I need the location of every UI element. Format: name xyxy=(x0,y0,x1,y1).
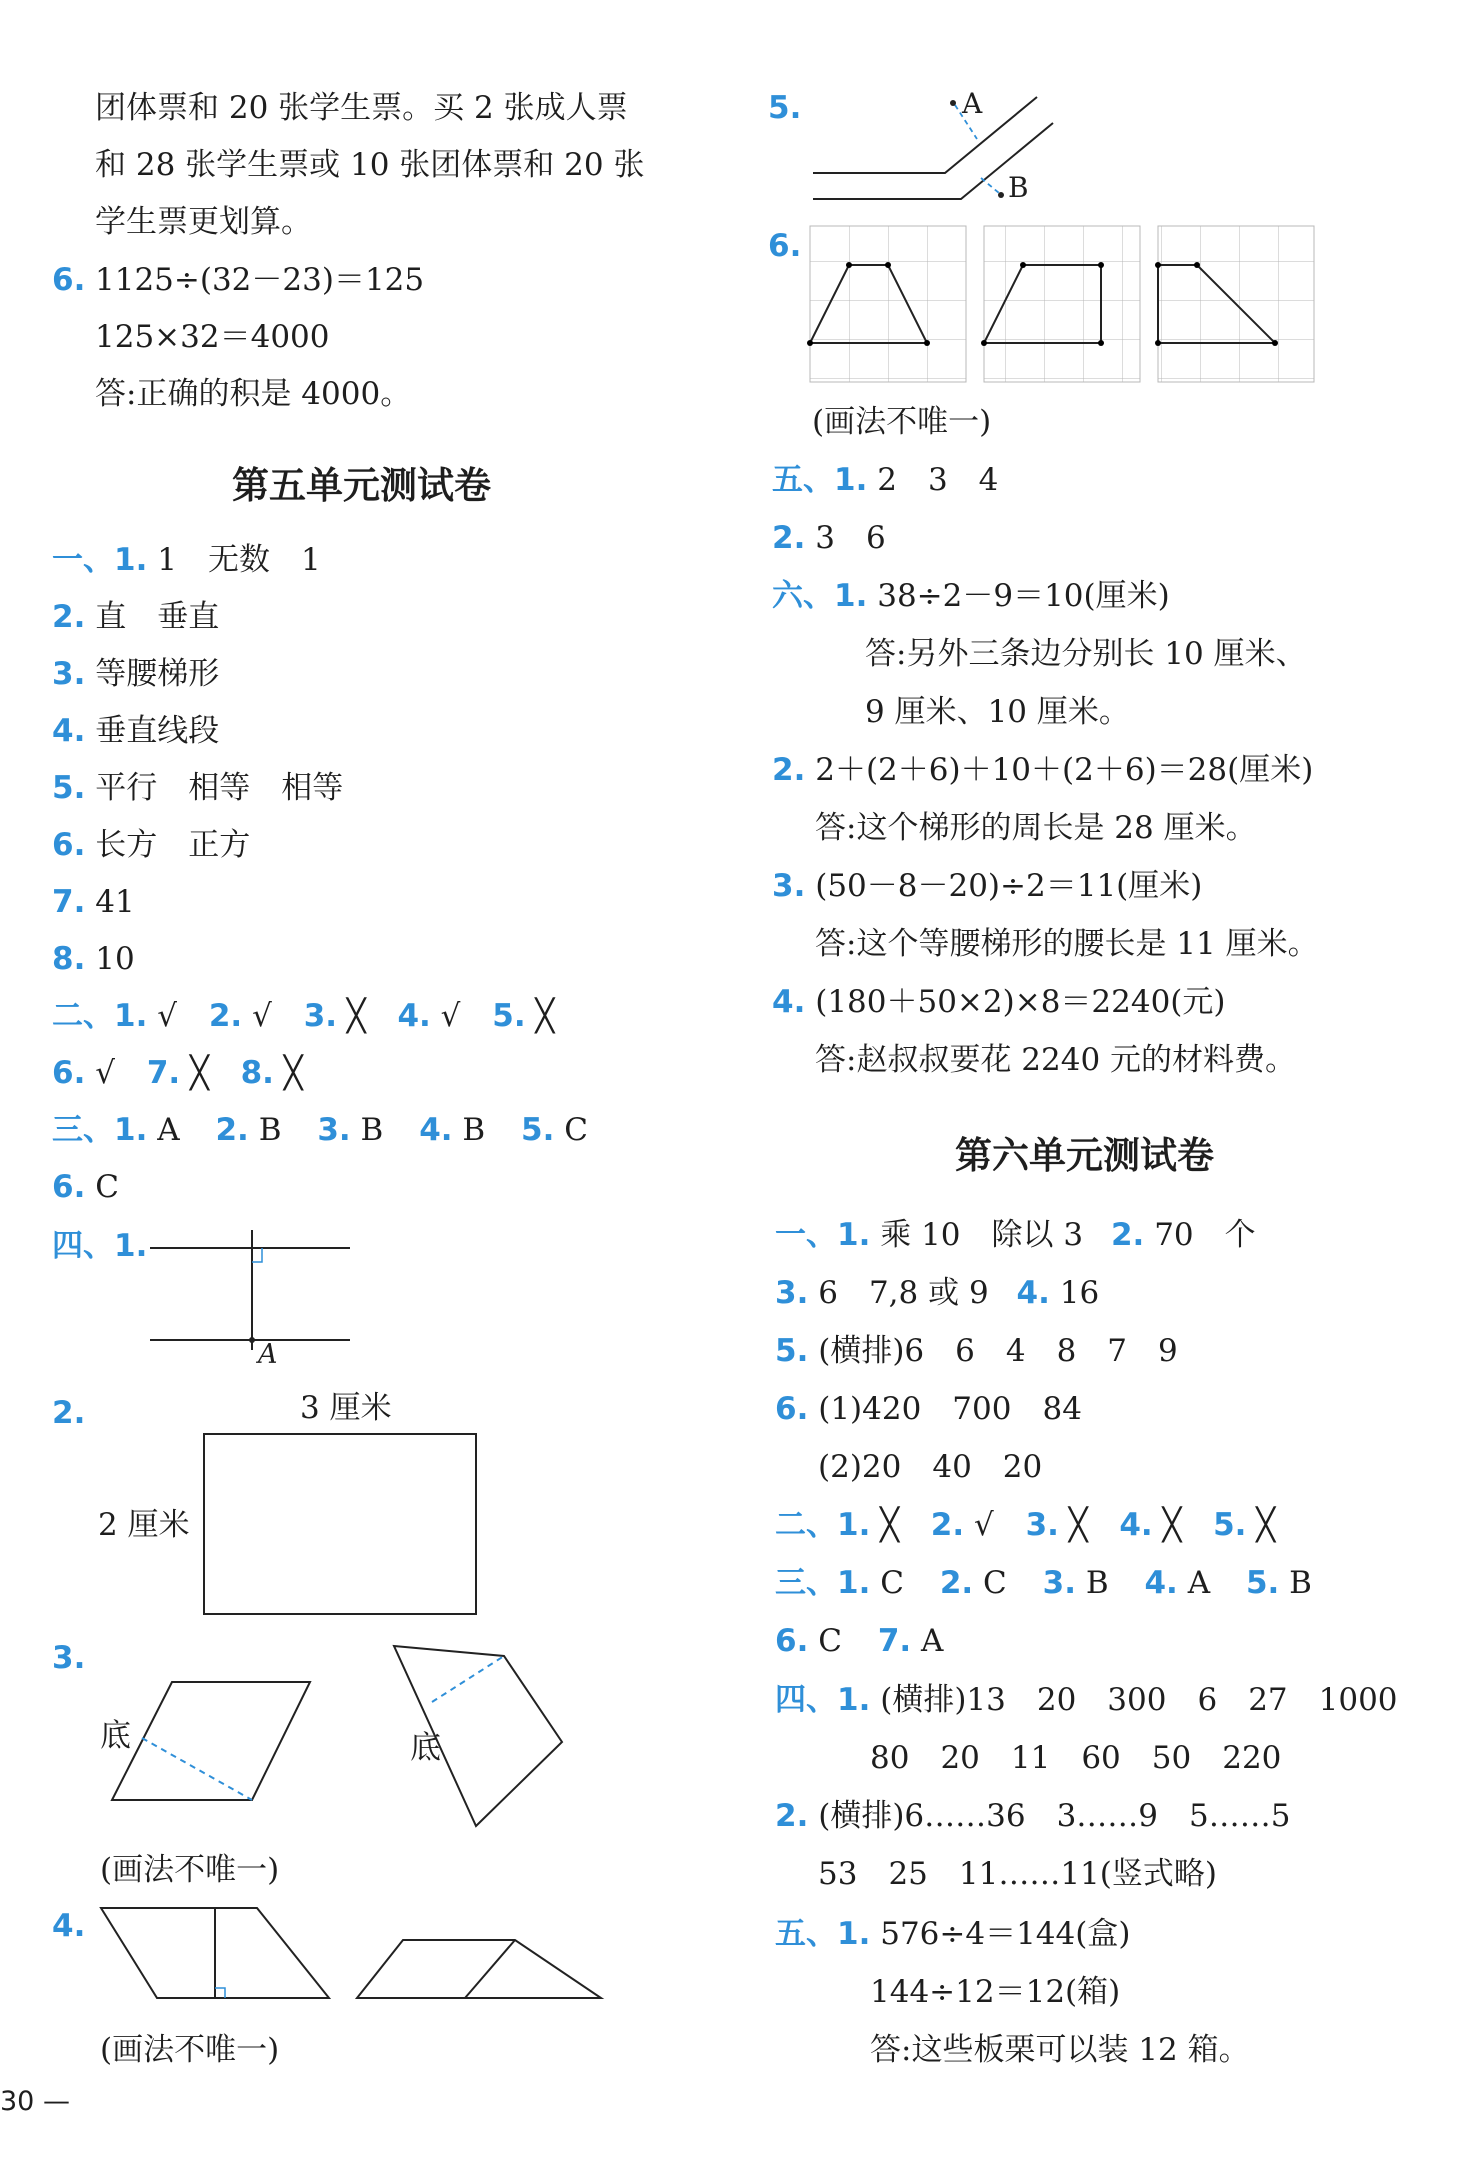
unit5-title: 第五单元测试卷 xyxy=(232,464,491,507)
q6-line-2: 125×32＝4000 xyxy=(95,319,330,355)
u6s4-q1-line-1: 四、1. (横排)13 20 300 6 27 1000 xyxy=(775,1682,1398,1718)
r-q6-number: 6. xyxy=(768,228,802,264)
u6s3-row-1: 三、1. C 2. C 3. B 4. A 5. B xyxy=(775,1565,1312,1601)
rect-height-label: 2 厘米 xyxy=(98,1507,190,1543)
u6s5-line-3: 答:这些板栗可以装 12 箱。 xyxy=(870,2032,1250,2068)
unit6-title: 第六单元测试卷 xyxy=(955,1134,1214,1177)
u6s2-row: 二、1. ╳ 2. √ 3. ╳ 4. ╳ 5. ╳ xyxy=(775,1507,1275,1543)
rectangle-figure xyxy=(200,1430,480,1620)
u6s3-row-2: 6. C 7. A xyxy=(775,1623,944,1659)
r-s6-q4-line-1: 4. (180＋50×2)×8＝2240(元) xyxy=(772,984,1226,1020)
r-q6-note: (画法不唯一) xyxy=(812,404,992,440)
u5s1-item-6: 6. 长方 正方 xyxy=(52,827,251,863)
rect-width-label: 3 厘米 xyxy=(300,1390,392,1426)
r-s5-item-2: 2. 3 6 xyxy=(772,520,886,556)
point-a-label-2: A xyxy=(962,87,983,120)
u6s4-q2-line-1: 2. (横排)6……36 3……9 5……5 xyxy=(775,1798,1291,1834)
u5s2-row-1: 二、1. √ 2. √ 3. ╳ 4. √ 5. ╳ xyxy=(52,998,555,1034)
intro-line-1: 团体票和 20 张学生票。买 2 张成人票 xyxy=(95,90,628,126)
u5s2-row-2: 6. √ 7. ╳ 8. ╳ xyxy=(52,1055,303,1091)
r-s6-q1-line-3: 9 厘米、10 厘米。 xyxy=(865,694,1130,730)
r-s6-q3-line-2: 答:这个等腰梯形的腰长是 11 厘米。 xyxy=(815,926,1319,962)
r-s6-q3-line-1: 3. (50－8－20)÷2＝11(厘米) xyxy=(772,868,1203,904)
u5s3-row-2: 6. C xyxy=(52,1169,119,1205)
u5s4-q4-note: (画法不唯一) xyxy=(100,2032,280,2068)
intro-line-2: 和 28 张学生票或 10 张团体票和 20 张 xyxy=(95,147,645,183)
u5s1-item-5: 5. 平行 相等 相等 xyxy=(52,770,344,806)
u5s1-item-3: 3. 等腰梯形 xyxy=(52,656,220,692)
q6-line-1: 1125÷(32－23)＝125 xyxy=(95,262,425,298)
r-s6-q2-line-2: 答:这个梯形的周长是 28 厘米。 xyxy=(815,810,1257,846)
u5s4-q3-number: 3. xyxy=(52,1640,86,1676)
u6s1-row-2: 3. 6 7,8 或 9 4. 16 xyxy=(775,1275,1100,1311)
r-s6-q1-line-2: 答:另外三条边分别长 10 厘米、 xyxy=(865,636,1307,672)
u6s1-row-5: (2)20 40 20 xyxy=(818,1449,1043,1485)
u6s1-row-1: 一、1. 乘 10 除以 3 2. 70 个 xyxy=(775,1217,1256,1253)
r-q5-number: 5. xyxy=(768,90,802,126)
u5s1-item-1: 一、1. 1 无数 1 xyxy=(52,542,321,578)
u5s1-item-2: 2. 直 垂直 xyxy=(52,599,220,635)
base-label-1: 底 xyxy=(100,1718,131,1754)
parallelogram-heights-figure xyxy=(100,1630,580,1850)
grid-drawings-figure xyxy=(810,222,1320,382)
u5s4-q3-note: (画法不唯一) xyxy=(100,1852,280,1888)
u5s1-item-7: 7. 41 xyxy=(52,884,135,920)
u5s4-q2-number: 2. xyxy=(52,1395,86,1431)
u6s5-line-2: 144÷12＝12(箱) xyxy=(870,1974,1121,2010)
page-number: 30 — xyxy=(0,2086,70,2117)
point-a-label: A xyxy=(258,1339,278,1370)
base-label-2: 底 xyxy=(410,1730,441,1766)
r-s6-q1-line-1: 六、1. 38÷2－9＝10(厘米) xyxy=(772,578,1170,614)
u6s4-q1-line-2: 80 20 11 60 50 220 xyxy=(870,1740,1282,1776)
split-shapes-figure xyxy=(95,1900,615,2010)
u5s4-q4-number: 4. xyxy=(52,1908,86,1944)
intro-line-3: 学生票更划算。 xyxy=(95,204,312,240)
r-s6-q4-line-2: 答:赵叔叔要花 2240 元的材料费。 xyxy=(815,1042,1297,1078)
r-s5-item-1: 五、1. 2 3 4 xyxy=(772,462,999,498)
u6s5-line-1: 五、1. 576÷4＝144(盒) xyxy=(775,1916,1131,1952)
r-s6-q2-line-1: 2. 2＋(2＋6)＋10＋(2＋6)＝28(厘米) xyxy=(772,752,1314,788)
u6s1-row-3: 5. (横排)6 6 4 8 7 9 xyxy=(775,1333,1178,1369)
point-b-label: B xyxy=(1008,171,1029,204)
u6s1-row-4: 6. (1)420 700 84 xyxy=(775,1391,1082,1427)
u5s1-item-8: 8. 10 xyxy=(52,941,135,977)
u5s4-q1-number: 四、1. xyxy=(52,1228,148,1264)
u6s4-q2-line-2: 53 25 11……11(竖式略) xyxy=(818,1856,1217,1892)
u5s3-row-1: 三、1. A 2. B 3. B 4. B 5. C xyxy=(52,1112,588,1148)
u5s1-item-4: 4. 垂直线段 xyxy=(52,713,220,749)
q6-number: 6. xyxy=(52,262,86,298)
q6-line-3: 答:正确的积是 4000。 xyxy=(95,376,412,412)
